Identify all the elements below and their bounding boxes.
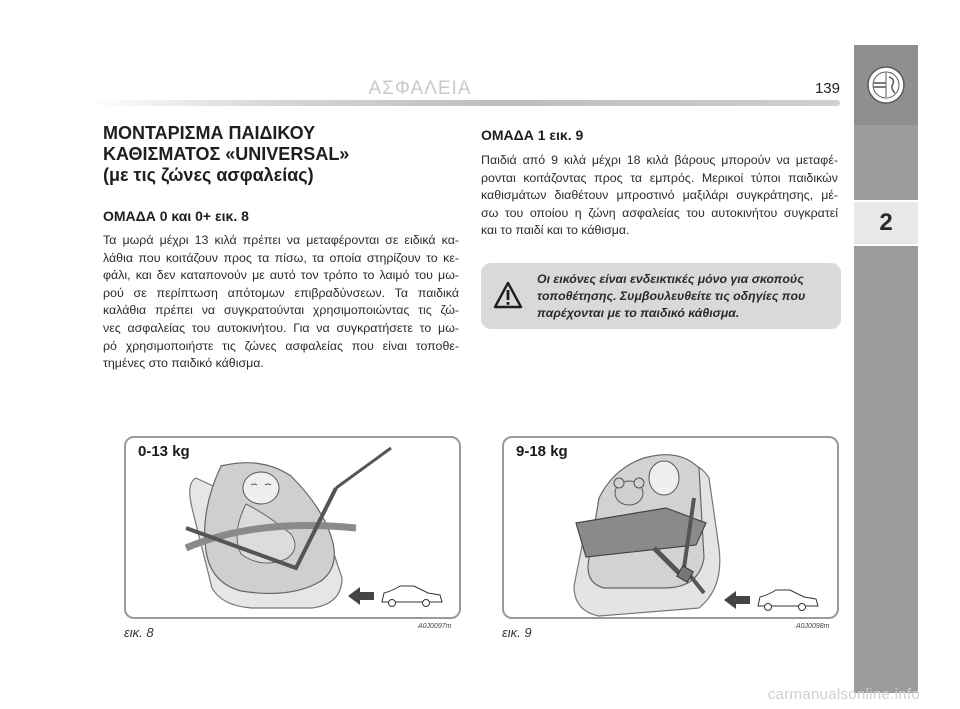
warning-text [537,271,833,322]
body-line: ρού σε περίπτωση απότομων επιβραδύνσεων. Τα παιδικά [103,285,459,300]
rear-facing-seat-illustration [126,438,459,617]
running-header-title: ΑΣΦΑΛΕΙΑ [368,78,472,99]
figure-forward-facing-seat [502,436,839,619]
body-line: φάλι, και δεν καταπονούν με αυτό τον τρόπο το λαιμό του μω- [103,268,459,283]
body-line: Παιδιά από 9 κιλά μέχρι 18 κιλά βάρους μπορούν να μεταφέ- [481,153,838,167]
chapter-tab: 2 [854,200,918,246]
watermark: carmanualsonline.info [767,686,920,703]
section-title-group-0: ΟΜΑΔΑ 0 και 0+ εικ. 8 [103,208,249,224]
warning-line: τοποθέτησης. Συμβουλευθείτε τις οδηγίες που [537,289,806,303]
body-line: και το παιδί και το κάθισμα. [481,223,630,238]
warning-line: παρέχονται με το παιδικό κάθισμα. [537,306,740,320]
header-rule [88,100,840,106]
warning-box [481,263,841,329]
body-line: τημένες στο παιδικό κάθισμα. [103,356,264,371]
body-line: ρονται κοιτάζοντας προς τα εμπρός. Μερικοί τύποι παιδικών [481,170,838,185]
figure-code: A0J0097m [418,623,452,630]
main-title-line-2: ΚΑΘΙΣΜΑΤΟΣ «UNIVERSAL» [103,144,350,164]
forward-facing-seat-illustration [504,438,837,617]
figure-weight-label: 0-13 kg [138,443,190,460]
body-line: καλάθια πρέπει να συγκρατούνται χρησιμοποιώντας τις ζώ- [103,303,459,318]
main-title-line-3: (με τις ζώνες ασφαλείας) [103,165,314,185]
main-title-line-1: ΜΟΝΤΑΡΙΣΜΑ ΠΑΙΔΙΚΟΥ [103,123,316,143]
figure-code: A0J0098m [796,623,830,630]
body-line: σω του οποίου η ζώνη ασφαλείας του αυτοκινήτου συγκρατεί [481,205,838,220]
figure-caption: εικ. 9 [502,625,532,640]
body-text-group-1 [481,152,838,240]
body-text-group-0 [103,232,459,373]
logo-box [854,45,918,125]
figure-rear-facing-seat [124,436,461,619]
page-number: 139 [814,80,840,97]
body-line: λάθια που κοιτάζουν προς τα πίσω, τα οποία στηρίζουν το κε- [103,250,459,265]
warning-triangle-icon [493,281,523,309]
chapter-sidebar [854,45,918,693]
body-line: Τα μωρά μέχρι 13 κιλά πρέπει να μεταφέρονται σε ειδικά κα- [103,233,459,247]
body-line: καθισμάτων διαθέτουν μπροστινό μαξιλάρι συγκράτησης, μέ- [481,188,838,203]
section-title-group-1: ΟΜΑΔΑ 1 εικ. 9 [481,127,584,143]
figure-caption: εικ. 8 [124,625,154,640]
main-title [103,123,463,186]
warning-line: Οι εικόνες είναι ενδεικτικές μόνο για σκοπούς [537,272,804,286]
body-line: ρό χρησιμοποιήστε τις ζώνες ασφαλείας που είναι τοποθε- [103,338,459,353]
alfa-romeo-badge-icon [866,65,906,105]
figure-weight-label: 9-18 kg [516,443,568,460]
body-line: νες ασφαλείας του αυτοκινήτου. Για να συγκρατήσετε το μω- [103,320,459,335]
